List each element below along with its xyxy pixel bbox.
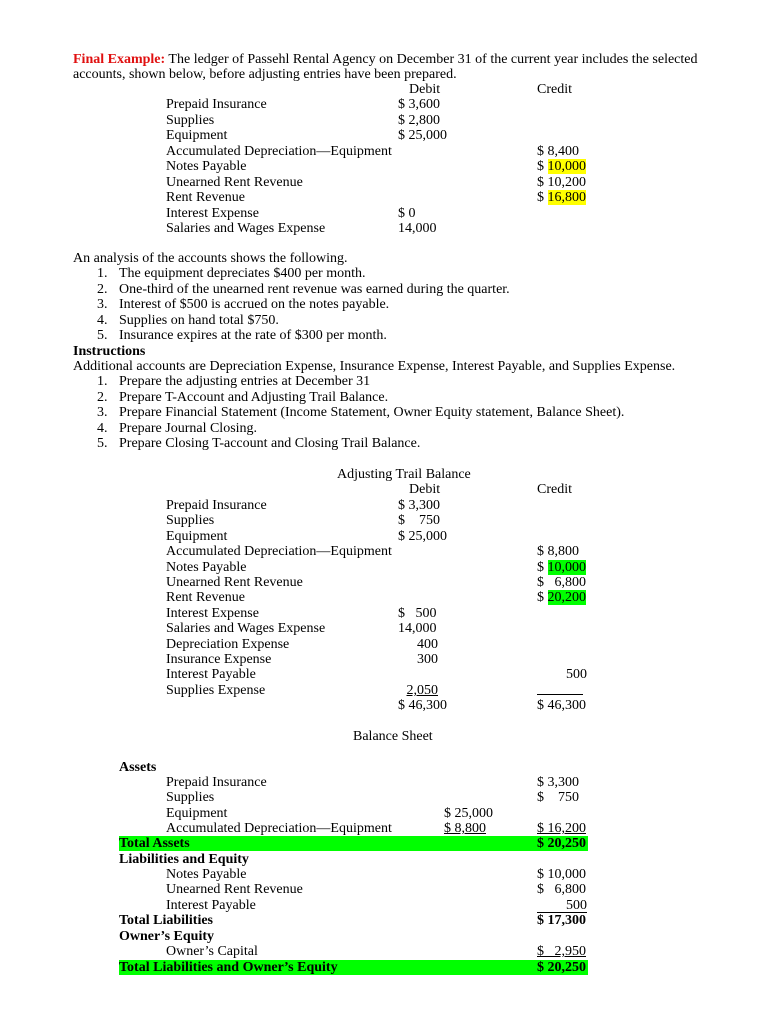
bs-interest-payable: Interest Payable [166, 898, 256, 913]
bs-accum-dep: Accumulated Depreciation—Equipment [166, 821, 392, 836]
bs-supplies: Supplies [166, 790, 215, 805]
analysis-number: 1. [97, 266, 108, 281]
ledger-credit-header: Credit [537, 82, 572, 97]
ledger-row-name: Interest Expense [166, 206, 259, 221]
analysis-item: The equipment depreciates $400 per month. [119, 266, 366, 281]
adjusted-row-name: Unearned Rent Revenue [166, 575, 303, 590]
credit-highlighted-value: 16,800 [547, 190, 586, 205]
adjusted-row-debit: $ 500 [398, 606, 437, 621]
total-assets-label: Total Assets [119, 836, 190, 851]
ledger-row-credit [537, 159, 586, 174]
adjusted-row-name: Rent Revenue [166, 590, 245, 605]
balance-sheet-title: Balance Sheet [353, 729, 433, 744]
adjusted-row-name: Equipment [166, 529, 228, 544]
ledger-row-credit: $ 10,200 [537, 175, 586, 190]
ledger-row-name: Notes Payable [166, 159, 247, 174]
adjusted-total-debit: $ 46,300 [398, 698, 447, 713]
adjusted-row-name: Depreciation Expense [166, 637, 290, 652]
credit-highlighted-value: 20,200 [547, 590, 586, 605]
total-le-label: Total Liabilities and Owner’s Equity [119, 960, 338, 975]
adjusted-debit-header: Debit [409, 482, 441, 497]
instruction-item: Prepare Financial Statement (Income Statement, Owner Equity statement, Balance Sheet). [119, 405, 625, 420]
adjusted-credit-header: Credit [537, 482, 572, 497]
instruction-number: 5. [97, 436, 108, 451]
instruction-item: Prepare Closing T-account and Closing Trail Balance. [119, 436, 421, 451]
credit-prefix: $ [537, 190, 548, 205]
adjusted-row-name: Interest Payable [166, 667, 256, 682]
adjusted-row-name: Accumulated Depreciation—Equipment [166, 544, 392, 559]
total-assets-value: $ 20,250 [537, 836, 586, 851]
total-liabilities-label: Total Liabilities [119, 913, 214, 928]
bs-unearned-rent: Unearned Rent Revenue [166, 882, 303, 897]
ledger-row-name: Accumulated Depreciation—Equipment [166, 144, 392, 159]
analysis-item: Interest of $500 is accrued on the notes payable. [119, 297, 390, 312]
bs-notes-payable: Notes Payable [166, 867, 247, 882]
ledger-row-debit: $ 0 [398, 206, 416, 221]
bs-prepaid-insurance-value: $ 3,300 [537, 775, 579, 790]
total-liabilities-value: $ 17,300 [537, 913, 586, 928]
analysis-number: 4. [97, 313, 108, 328]
total-le-value: $ 20,250 [537, 960, 586, 975]
ledger-row-debit: 14,000 [398, 221, 437, 236]
ledger-row-name: Unearned Rent Revenue [166, 175, 303, 190]
instructions-note: Additional accounts are Depreciation Expense, Insurance Expense, Interest Payable, and Supplies Expense. [73, 359, 676, 374]
adjusted-row-credit: $ 6,800 [537, 575, 586, 590]
intro-line-1: The ledger of Passehl Rental Agency on December 31 of the current year includes the selected [168, 52, 698, 67]
analysis-item: Insurance expires at the rate of $300 per month. [119, 328, 387, 343]
credit-prefix: $ [537, 159, 548, 174]
instruction-number: 4. [97, 421, 108, 436]
ledger-row-debit: $ 25,000 [398, 128, 447, 143]
adjusted-row-debit: 2,050 [406, 683, 438, 698]
adjusted-total-credit: $ 46,300 [537, 698, 586, 713]
owners-equity-heading: Owner’s Equity [119, 929, 215, 944]
analysis-heading: An analysis of the accounts shows the following. [73, 251, 348, 266]
credit-prefix: $ [537, 590, 548, 605]
ledger-row-name: Prepaid Insurance [166, 97, 267, 112]
instruction-number: 1. [97, 374, 108, 389]
credit-highlighted-value: 10,000 [547, 560, 586, 575]
instruction-item: Prepare T-Account and Adjusting Trail Balance. [119, 390, 389, 405]
instruction-item: Prepare the adjusting entries at December 31 [119, 374, 371, 389]
instruction-number: 3. [97, 405, 108, 420]
ledger-row-debit: $ 2,800 [398, 113, 440, 128]
bs-owners-capital-value: $ 2,950 [537, 944, 586, 959]
adjusted-row-name: Supplies Expense [166, 683, 266, 698]
adjusted-row-name: Salaries and Wages Expense [166, 621, 326, 636]
intro-paragraph [73, 52, 698, 67]
adjusted-row-debit: 14,000 [398, 621, 437, 636]
adjusted-row-credit: 500 [566, 667, 587, 682]
adjusted-row-debit: $ 3,300 [398, 498, 440, 513]
ledger-row-credit [537, 190, 586, 205]
ledger-row-name: Salaries and Wages Expense [166, 221, 326, 236]
adjusted-title: Adjusting Trail Balance [337, 467, 471, 482]
ledger-debit-header: Debit [409, 82, 441, 97]
bs-equipment: Equipment [166, 806, 228, 821]
analysis-item: Supplies on hand total $750. [119, 313, 279, 328]
ledger-row-credit: $ 8,400 [537, 144, 579, 159]
bs-owners-capital: Owner’s Capital [166, 944, 258, 959]
adjusted-row-credit: $ 8,800 [537, 544, 579, 559]
adjusted-row-credit [537, 560, 586, 575]
ledger-row-name: Equipment [166, 128, 228, 143]
adjusted-row-credit [537, 590, 586, 605]
adjusted-row-name: Insurance Expense [166, 652, 272, 667]
analysis-number: 3. [97, 297, 108, 312]
ledger-row-name: Rent Revenue [166, 190, 245, 205]
analysis-number: 2. [97, 282, 108, 297]
ledger-row-name: Supplies [166, 113, 215, 128]
assets-heading: Assets [119, 760, 157, 775]
analysis-item: One-third of the unearned rent revenue was earned during the quarter. [119, 282, 510, 297]
adjusted-row-name: Supplies [166, 513, 215, 528]
intro-line-2: accounts, shown below, before adjusting entries have been prepared. [73, 67, 457, 82]
intro-label: Final Example: [73, 52, 166, 67]
adjusted-row-debit: 300 [417, 652, 438, 667]
instruction-number: 2. [97, 390, 108, 405]
bs-prepaid-insurance: Prepaid Insurance [166, 775, 267, 790]
bs-supplies-value: $ 750 [537, 790, 579, 805]
adjusted-row-debit: $ 25,000 [398, 529, 447, 544]
instruction-item: Prepare Journal Closing. [119, 421, 258, 436]
bs-equipment-value: $ 25,000 [444, 806, 493, 821]
analysis-number: 5. [97, 328, 108, 343]
bs-interest-payable-value: 500 [566, 898, 587, 913]
adjusted-row-name: Interest Expense [166, 606, 259, 621]
credit-highlighted-value: 10,000 [547, 159, 586, 174]
bs-accum-dep-value: $ 8,800 [444, 821, 486, 836]
ledger-row-debit: $ 3,600 [398, 97, 440, 112]
instructions-heading: Instructions [73, 344, 146, 359]
adjusted-credit-rule [537, 694, 583, 695]
adjusted-row-name: Notes Payable [166, 560, 247, 575]
credit-prefix: $ [537, 560, 548, 575]
bs-notes-payable-value: $ 10,000 [537, 867, 586, 882]
liab-equity-heading: Liabilities and Equity [119, 852, 249, 867]
bs-unearned-rent-value: $ 6,800 [537, 882, 586, 897]
adjusted-row-debit: 400 [417, 637, 438, 652]
adjusted-row-name: Prepaid Insurance [166, 498, 267, 513]
bs-net-equipment-value: $ 16,200 [537, 821, 586, 836]
adjusted-row-debit: $ 750 [398, 513, 440, 528]
